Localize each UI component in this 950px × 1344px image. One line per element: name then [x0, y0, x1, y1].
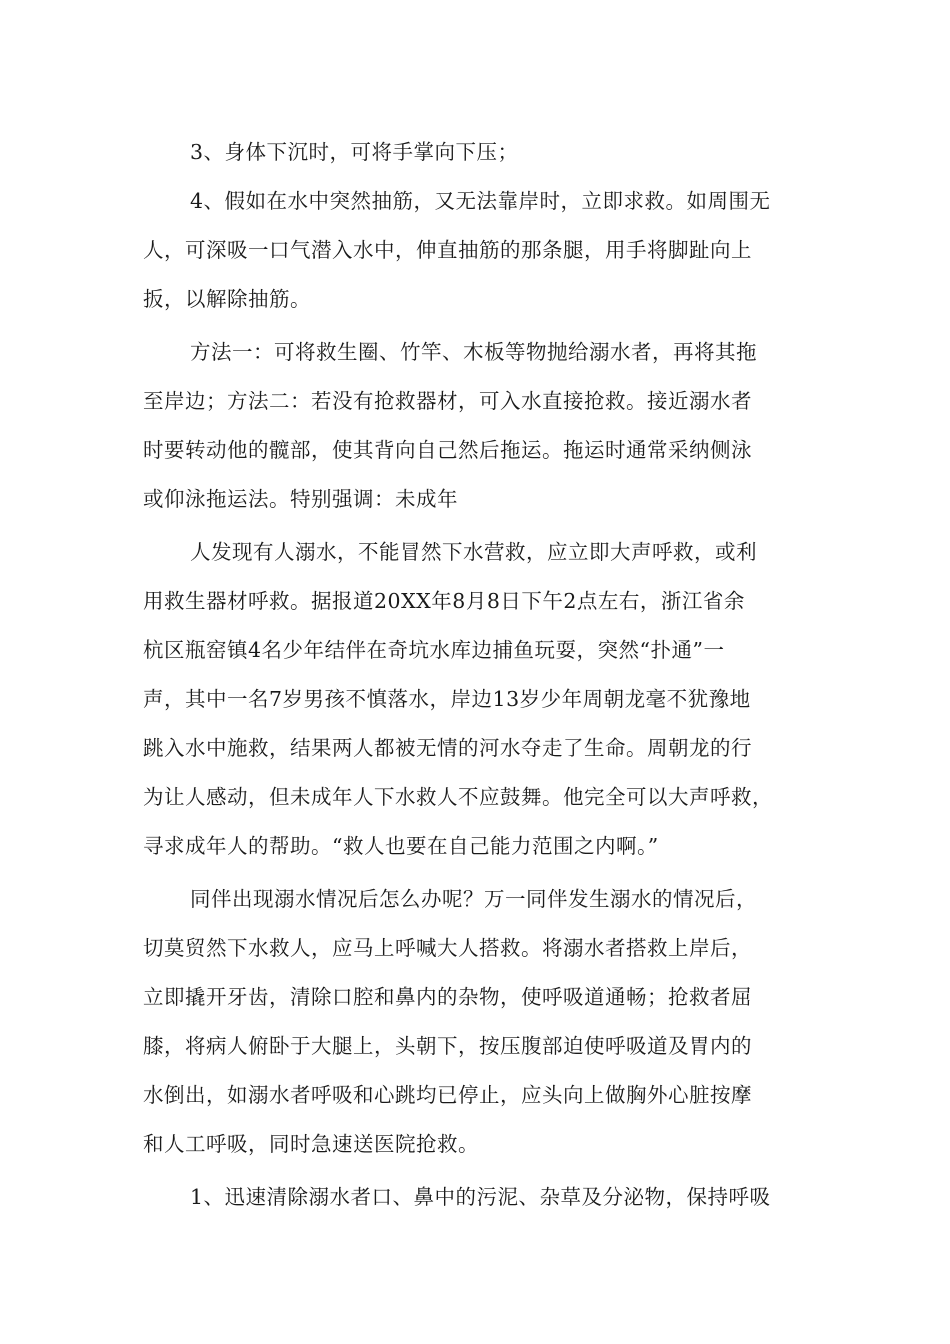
text-line: 方法一：可将救生圈、竹竿、木板等物抛给溺水者，再将其拖	[190, 340, 757, 364]
text-line: 用救生器材呼救。据报道20XX年8月8日下午2点左右，浙江省余	[143, 589, 745, 613]
text-line: 或仰泳拖运法。特别强调：未成年	[143, 487, 458, 511]
text-line: 跳入水中施救，结果两人都被无情的河水夺走了生命。周朝龙的行	[143, 736, 752, 760]
text-line: 3、身体下沉时，可将手掌向下压；	[190, 140, 519, 164]
text-line: 为让人感动，但未成年人下水救人不应鼓舞。他完全可以大声呼救，	[143, 785, 773, 809]
text-line: 扳，以解除抽筋。	[143, 287, 311, 311]
text-line: 声，其中一名7岁男孩不慎落水，岸边13岁少年周朝龙毫不犹豫地	[143, 687, 751, 711]
text-line: 立即撬开牙齿，清除口腔和鼻内的杂物，使呼吸道通畅；抢救者屈	[143, 985, 752, 1009]
text-line: 杭区瓶窑镇4名少年结伴在奇坑水库边捕鱼玩耍，突然“扑通”一	[143, 638, 725, 662]
text-line: 时要转动他的髋部，使其背向自己然后拖运。拖运时通常采纳侧泳	[143, 438, 752, 462]
text-line: 1、迅速清除溺水者口、鼻中的污泥、杂草及分泌物，保持呼吸	[190, 1185, 771, 1209]
text-line: 膝，将病人俯卧于大腿上，头朝下，按压腹部迫使呼吸道及胃内的	[143, 1034, 752, 1058]
text-line: 至岸边；方法二：若没有抢救器材，可入水直接抢救。接近溺水者	[143, 389, 752, 413]
text-line: 人，可深吸一口气潜入水中，伸直抽筋的那条腿，用手将脚趾向上	[143, 238, 752, 262]
text-line: 切莫贸然下水救人，应马上呼喊大人搭救。将溺水者搭救上岸后，	[143, 936, 752, 960]
text-line: 同伴出现溺水情况后怎么办呢？万一同伴发生溺水的情况后，	[190, 887, 757, 911]
text-line: 寻求成年人的帮助。“救人也要在自己能力范围之内啊。”	[143, 834, 659, 858]
text-line: 人发现有人溺水，不能冒然下水营救，应立即大声呼救，或利	[190, 540, 757, 564]
text-line: 和人工呼吸，同时急速送医院抢救。	[143, 1132, 479, 1156]
text-line: 水倒出，如溺水者呼吸和心跳均已停止，应头向上做胸外心脏按摩	[143, 1083, 752, 1107]
text-line: 4、假如在水中突然抽筋，又无法靠岸时，立即求救。如周围无	[190, 189, 771, 213]
